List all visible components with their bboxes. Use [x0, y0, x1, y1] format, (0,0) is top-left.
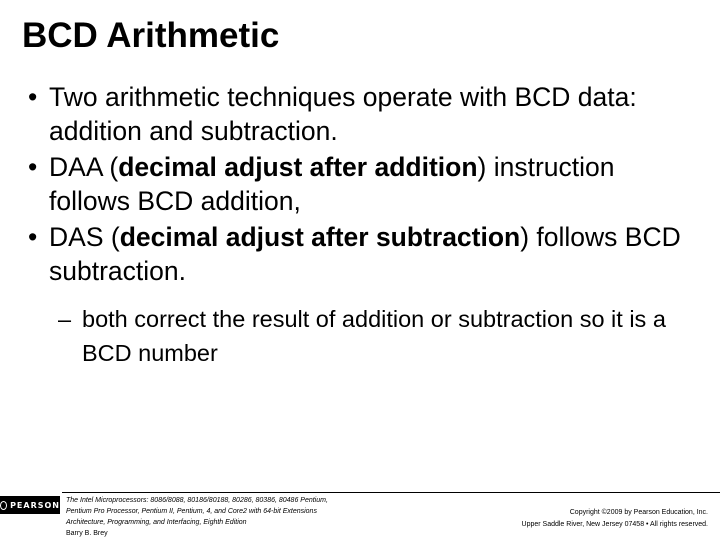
copyright-line: Upper Saddle River, New Jersey 07458 • All rights reserved.	[521, 521, 708, 528]
copyright-line: Copyright ©2009 by Pearson Education, Inc.	[569, 509, 708, 516]
citation-line: Pentium Pro Processor, Pentium II, Pentium, 4, and Core2 with 64-bit Extensions	[66, 508, 317, 515]
pearson-logo-icon	[0, 501, 7, 510]
bullet-text: Two arithmetic techniques operate with BCD data: addition and subtraction.	[49, 82, 637, 146]
bullet-text-prefix: DAS (	[49, 222, 120, 252]
bullet-text-emphasis: decimal adjust after subtraction	[119, 222, 521, 252]
slide-title: BCD Arithmetic	[22, 16, 280, 55]
bullet-marker: •	[28, 222, 38, 252]
sub-bullet-item	[0, 302, 720, 370]
bullet-text-suffix: ) follows BCD subtraction.	[49, 222, 681, 286]
citation-line: The Intel Microprocessors: 8086/8088, 80186/80188, 80286, 80386, 80486 Pentium,	[66, 497, 328, 504]
book-citation	[66, 495, 386, 539]
bullet-text-prefix: DAA (	[49, 152, 119, 182]
bullet-item	[0, 80, 720, 148]
bullet-item	[0, 150, 720, 218]
sub-bullet-marker: –	[58, 306, 72, 332]
citation-author: Barry B. Brey	[66, 530, 108, 537]
bullet-text-emphasis: decimal adjust after addition	[118, 152, 478, 182]
logo-text: PEARSON	[10, 500, 60, 510]
footer-divider	[62, 492, 720, 493]
sub-bullet-text: both correct the result of addition or subtraction so it is a BCD number	[82, 306, 666, 366]
publisher-logo	[0, 496, 60, 514]
bullet-marker: •	[28, 82, 38, 112]
citation-line: Architecture, Programming, and Interfacing, Eighth Edition	[66, 519, 247, 526]
bullet-marker: •	[28, 152, 38, 182]
slide-footer	[0, 490, 720, 540]
bullet-text-suffix: ) instruction follows BCD addition,	[49, 152, 615, 216]
bullet-item	[0, 220, 720, 288]
copyright-notice	[438, 507, 708, 531]
bullet-list	[0, 80, 720, 370]
